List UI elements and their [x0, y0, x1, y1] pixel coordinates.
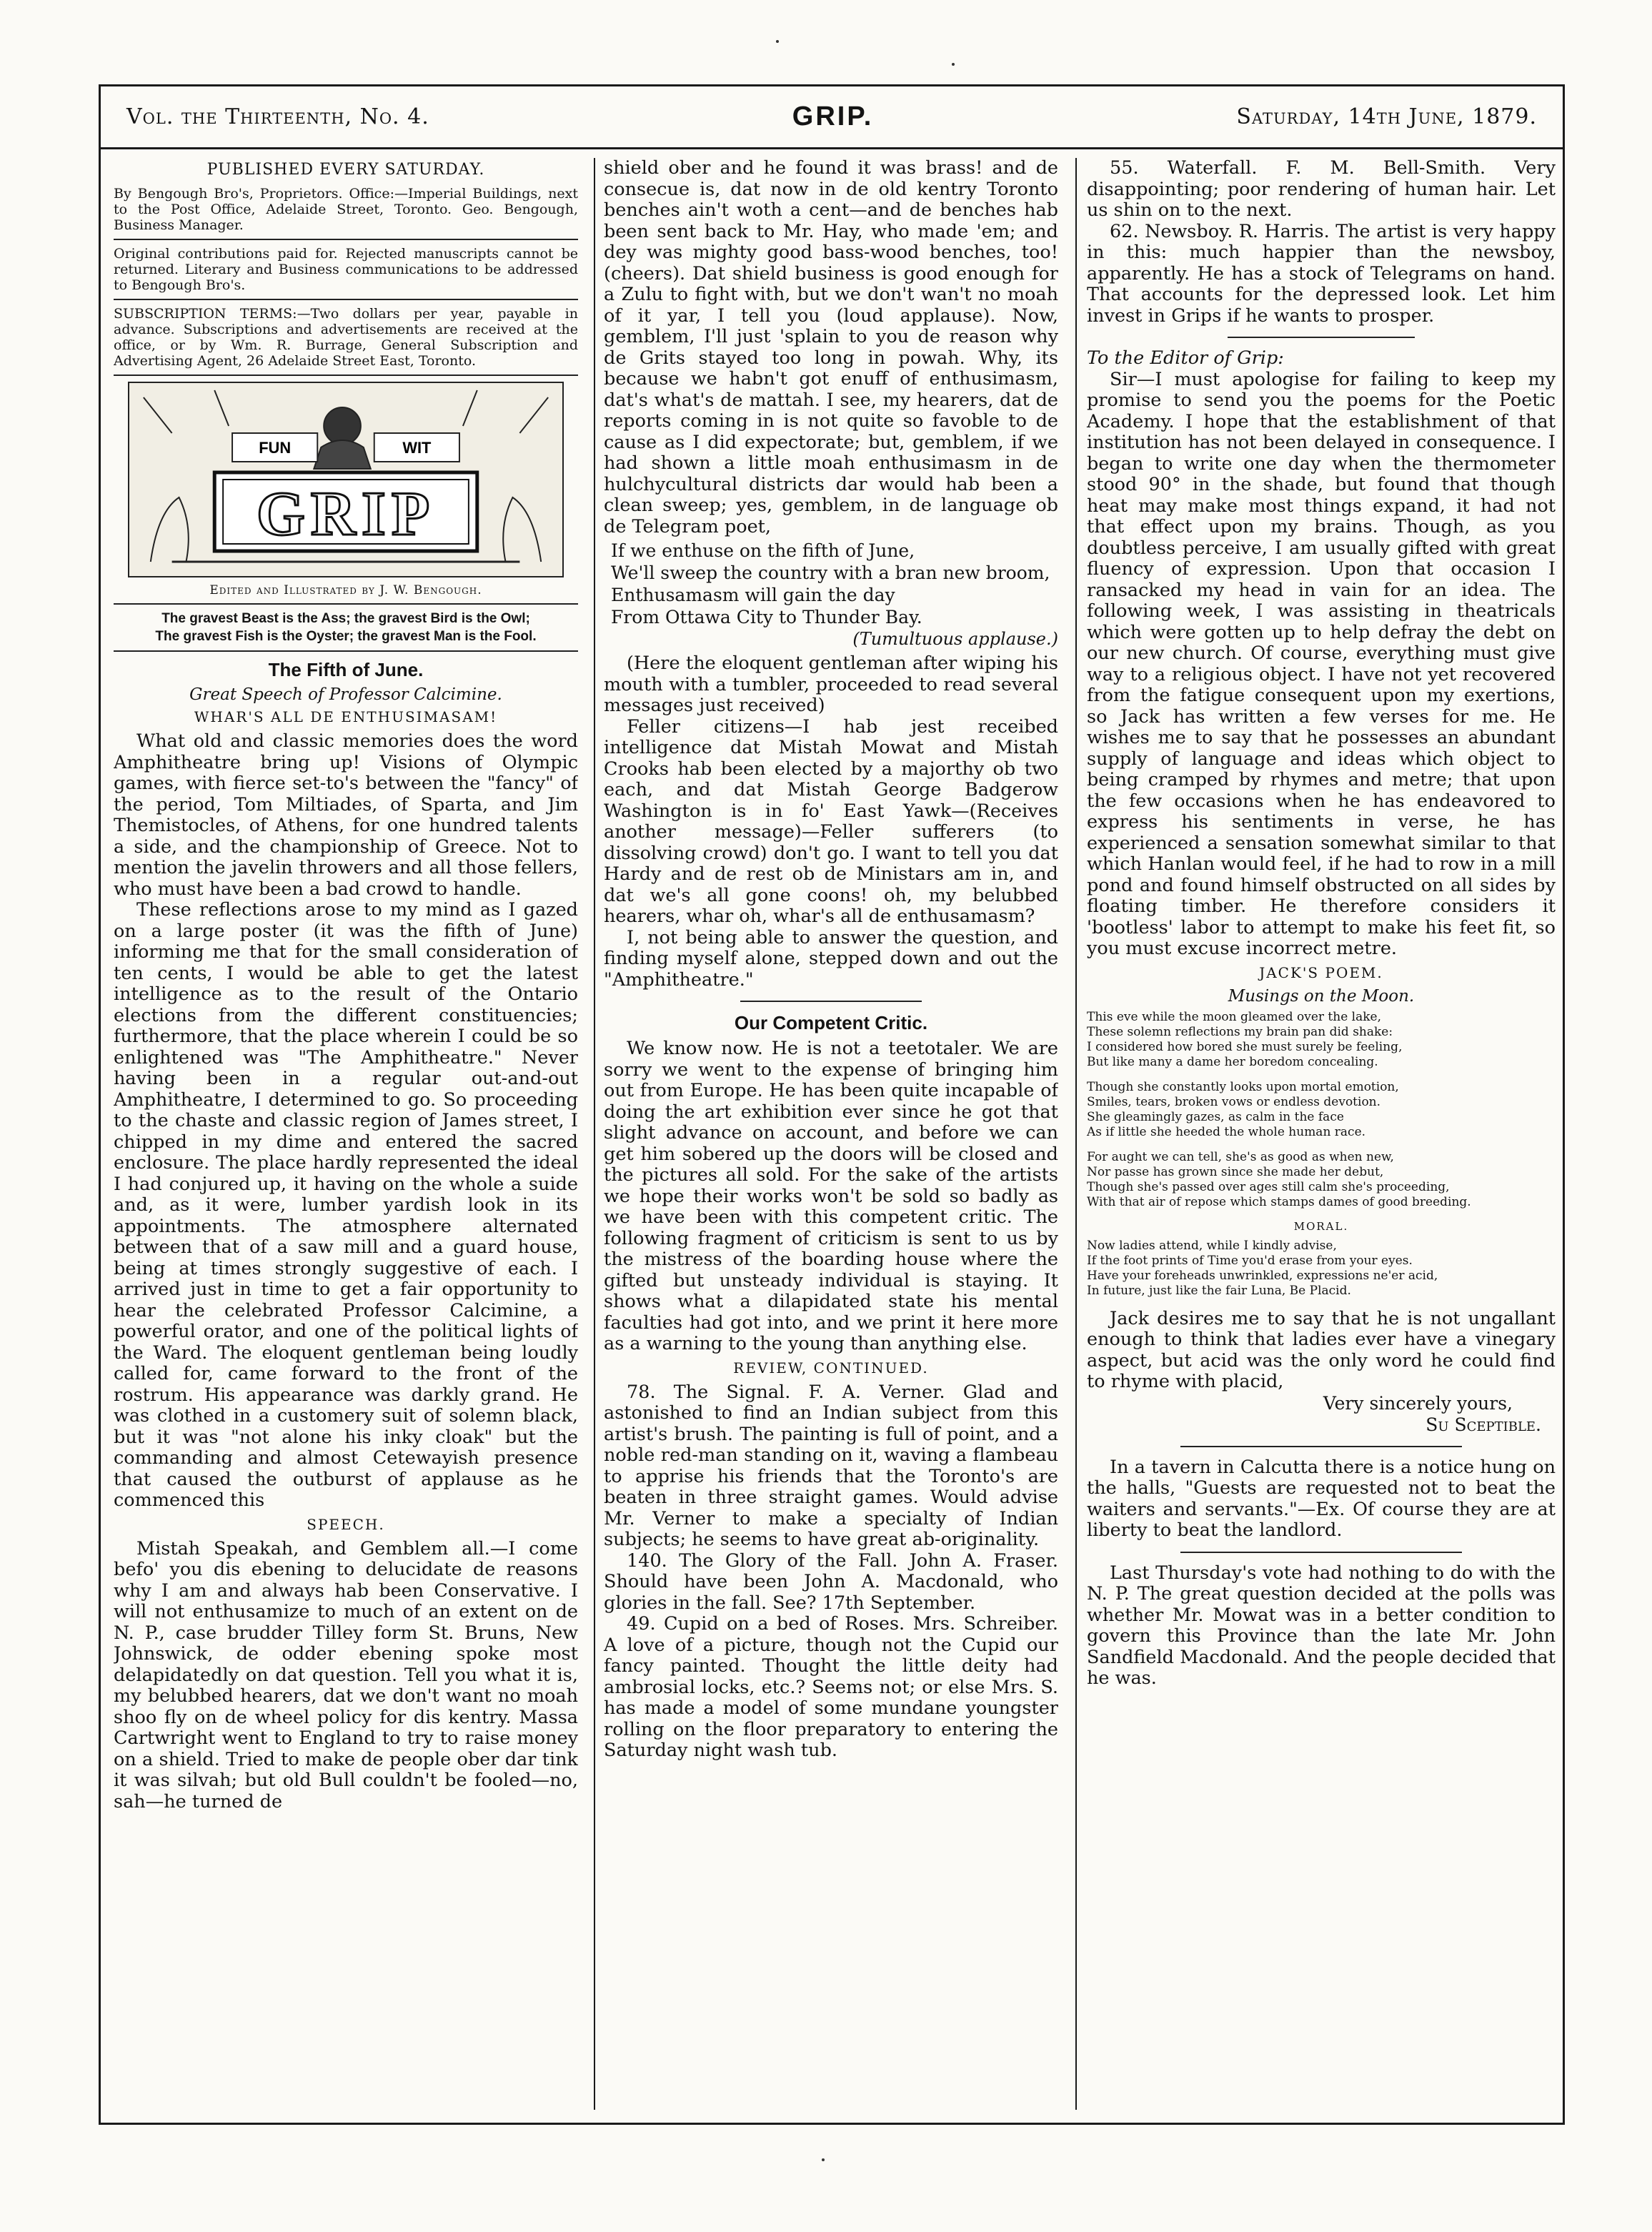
speech-heading: SPEECH. [307, 1515, 385, 1533]
poem-line: I considered how bored she must surely be feeling, [1087, 1039, 1403, 1054]
poem-stanza [1087, 1010, 1556, 1070]
divider [114, 239, 578, 240]
motto-line-1: The gravest Beast is the Ass; the gravest Bird is the Owl; [161, 611, 530, 626]
publisher-info: By Bengough Bro's, Proprietors. Office:—Imperial Buildings, next to the Post Office, Adelaide Street, Toronto. Geo. Bengough, Business Manager. [114, 186, 578, 233]
letter-paragraph: Jack desires me to say that he is not ungallant enough to think that ladies ever have a vinegary aspect, but acid was the only word he could find to rhyme with placid, [1087, 1307, 1556, 1392]
article-paragraph: What old and classic memories does the word Amphitheatre bring up! Visions of Olympic games, with fierce set-to's between the "fancy" of the period, Tom Miltiades, of Sparta, and Jim Themistocles, of Athens, for one hundred talents a side, and the championship of Greece. Not to mention the javelin throwers and all those fellers, who must have been a bad crowd to handle. [114, 730, 578, 900]
divider [1228, 337, 1415, 338]
review-entry: 62. Newsboy. R. Harris. The artist is very happy in this: much happier than the newsboy, apparently. He has a stock of Telegrams on hand. That accounts for the depressed look. Let him invest in Grips if he wants to prosper. [1087, 220, 1556, 327]
article-title: The Fifth of June. [268, 659, 424, 680]
column-2 [594, 158, 1058, 2110]
poem-line: As if little she heeded the whole human race. [1087, 1124, 1366, 1139]
issue-date: Saturday, 14th June, 1879. [1236, 104, 1537, 129]
review-entry: 140. The Glory of the Fall. John A. Fraser. Should have been John A. Macdonald, who glories in the fall. See? 17th September. [604, 1549, 1058, 1614]
divider [114, 299, 578, 300]
column-1 [114, 158, 578, 2110]
print-speck [822, 2158, 825, 2161]
verse-line: If we enthuse on the fifth of June, [611, 540, 915, 561]
poem-line: Nor passe has grown since she made her debut, [1087, 1164, 1384, 1179]
divider [114, 603, 578, 605]
masthead [101, 86, 1563, 149]
print-speck [776, 40, 779, 43]
letter-salutation: To the Editor of Grip: [1087, 347, 1284, 369]
poem-line: She gleamingly gazes, as calm in the face [1087, 1109, 1344, 1124]
divider [740, 1001, 922, 1002]
wit-sign: WIT [402, 438, 432, 457]
grip-masthead-cartoon [128, 382, 564, 577]
review-heading: REVIEW, CONTINUED. [733, 1359, 929, 1377]
poem-line: Though she's passed over ages still calm she's proceeding, [1087, 1179, 1450, 1194]
subscription-terms: SUBSCRIPTION TERMS:—Two dollars per year, payable in advance. Subscriptions and advertisements are received at the office, or by Wm. R. Burrage, General Subscription and Advertising Agent, 26 Adelaide Street East, Toronto. [114, 306, 578, 369]
article-kicker: WHAR'S ALL DE ENTHUSIMASAM! [194, 708, 498, 725]
poem-line: This eve while the moon gleamed over the lake, [1087, 1009, 1382, 1024]
poem-heading: JACK'S POEM. [1259, 963, 1383, 981]
article-paragraph: (Here the eloquent gentleman after wiping his mouth with a tumbler, proceeded to read several messages just received) [604, 653, 1058, 716]
poem-stanza [1087, 1080, 1556, 1140]
poem-verse [611, 540, 1058, 628]
poem-line: For aught we can tell, she's as good as when new, [1087, 1149, 1394, 1164]
poem-line: Have your foreheads unwrinkled, expressions ne'er acid, [1087, 1268, 1438, 1283]
poem-line: In future, just like the fair Luna, Be Placid. [1087, 1283, 1351, 1298]
publisher-heading: PUBLISHED EVERY SATURDAY. [206, 161, 485, 179]
editor-credit: Edited and Illustrated by J. W. Bengough. [209, 583, 482, 597]
verse-line: Enthusamasm will gain the day [611, 585, 895, 605]
article-subtitle: Great Speech of Professor Calcimine. [189, 685, 502, 704]
article-paragraph: shield ober and he found it was brass! and de consecue is, dat now in de old kentry Toronto benches ain't woth a cent—and de benches hab been sent back to Mr. Hay, who made 'em; and dey was mighty good bass-wood benches, too! (cheers). Dat shield business is good enough for a Zulu to fight with, but we don't wan't no moah of it yar, I tell you (loud applause). Now, gemblem, I'll just 'splain to you de reason why de Grits stayed too long in powah. Why, its because we habn't got enuff of enthusimasm, dat's what's de mattah. I see, my hearers, dat de reports coming in is not quite so favoble to de cause as I did expectorate; but, gemblem, if we had shown a little moah enthusimasm in de hulchycultural districts dar would hab been a clean sweep; yes, gemblem, in de language ob de Telegram poet, [604, 158, 1058, 537]
masthead-title: GRIP. [792, 101, 874, 132]
moral-heading: MORAL. [1293, 1219, 1349, 1233]
review-entry: 55. Waterfall. F. M. Bell-Smith. Very disappointing; poor rendering of human hair. Let us shin on to the next. [1087, 158, 1556, 221]
poem-line: If the foot prints of Time you'd erase from your eyes. [1087, 1253, 1413, 1268]
notice-paragraph: In a tavern in Calcutta there is a notice hung on the halls, "Guests are requested not to beat the waiters and servants."—Ex. Of course they are at liberty to beat the landlord. [1087, 1456, 1556, 1541]
divider [1180, 1446, 1462, 1447]
poem-line: Smiles, tears, broken vows or endless devotion. [1087, 1094, 1381, 1109]
poem-line: Now ladies attend, while I kindly advise, [1087, 1238, 1337, 1253]
poem-stanza [1087, 1150, 1556, 1210]
applause-note: (Tumultuous applause.) [852, 629, 1058, 649]
poem-line: With that air of repose which stamps dames of good breeding. [1087, 1194, 1471, 1209]
poem-line: These solemn reflections my brain pan did shake: [1087, 1024, 1393, 1039]
volume-number: Vol. the Thirteenth, No. 4. [126, 104, 429, 129]
grip-logo: GRIP [256, 478, 436, 549]
poem-line: But like many a dame her boredom concealing. [1087, 1054, 1378, 1069]
letter-signature: Su Sceptible. [1425, 1414, 1541, 1435]
review-entry: 78. The Signal. F. A. Verner. Glad and astonished to find an Indian subject from this artist's brush. The painting is full of point, and a noble red-man standing on it, waving a flambeau to apprise his friends that the Toronto's are beaten in three straight games. Would advise Mr. Verner to make a specialty of Indian subjects; he seems to have great ab-originality. [604, 1381, 1058, 1550]
divider [114, 650, 578, 652]
verse-line: From Ottawa City to Thunder Bay. [611, 607, 922, 628]
divider [114, 375, 578, 376]
article-paragraph: These reflections arose to my mind as I gazed on a large poster (it was the fifth of June) informing me that for the small consideration of ten cents, I would be able to get the latest intelligence as to the result of the Ontario elections from the different constituencies; furthermore, that the place wherein I could be so enlightened was "The Amphitheatre." Never having been in a regular out-and-out Amphitheatre, I determined to go. So proceeding to the chaste and classic region of James street, I chipped in my dime and entered the sacred enclosure. The place hardly represented the ideal I had conjured up, it having on the whole a suide and, as it were, lumber yardish look in its appointments. The atmosphere alternated between that of a saw mill and a guard house, being at times strongly suggestive of each. I arrived just in time to get a fair opportunity to hear the celebrated Professor Calcimine, a powerful orator, and one of the political lights of the Ward. The eloquent gentleman being loudly called for, came forward to the front of the rostrum. His appearance was darkly grand. He was clothed in a customery suit of solemn black, but it was "not alone his inky cloak" but the commanding and almost Cetewayish presence that caused the outburst of applause as he commenced this [114, 899, 578, 1511]
article-paragraph: Feller citizens—I hab jest receibed intelligence dat Mistah Mowat and Mistah Crooks hab been elected by a majorthy ob two each, and dat Mistah George Badgerow Washington is in fo' East Yawk—(Receives another message)—Feller sufferers (to dissolving crowd) don't go. I want to tell you dat Hardy and de rest ob de Ministars am in, and dat we's all gone coons! oh, my belubbed hearers, whar oh, whar's all de enthusamasm? [604, 715, 1058, 927]
newspaper-page [99, 84, 1565, 2125]
verse-line: We'll sweep the country with a bran new broom, [611, 562, 1050, 583]
article-title: Our Competent Critic. [734, 1012, 928, 1033]
article-paragraph: I, not being able to answer the question, and finding myself alone, stepped down and out the "Amphitheatre." [604, 926, 1058, 991]
cartoon-illustration [129, 383, 562, 576]
review-entry: 49. Cupid on a bed of Roses. Mrs. Schreiber. A love of a picture, though not the Cupid our fancy painted. Thought the little deity had ambrosial locks, etc.? Seems not; or else Mrs. S. has made a model of some mundane youngster rolling on the floor preparatory to entering the Saturday night wash tub. [604, 1613, 1058, 1761]
vote-paragraph: Last Thursday's vote had nothing to do with the N. P. The great question decided at the polls was whether Mr. Mowat was in a better condition to govern this Province than the late Mr. John Sandfield Macdonald. And the people decided that he was. [1087, 1562, 1556, 1689]
article-paragraph: We know now. He is not a teetotaler. We are sorry we went to the expense of bringing him out from Europe. He has been quite incapable of doing the art exhibition ever since he got that slight advance on account, and before we can get him sobered up the doors will be closed and the pictures all sold. For the sake of the artists we hope their works won't be sold so badly as we have been with this competent critic. The following fragment of criticism is sent to us by the mistress of the boarding house where the gifted but unsteady individual is staying. It shows what a dilapidated state his mental faculties had got into, and we print it here more as a warning to the young than anything else. [604, 1038, 1058, 1354]
letter-closing: Very sincerely yours, [1323, 1392, 1513, 1414]
column-3 [1075, 158, 1556, 2110]
contributions-notice: Original contributions paid for. Rejected manuscripts cannot be returned. Literary and Business communications to be addressed to Bengough Bro's. [114, 246, 578, 293]
poem-title: Musings on the Moon. [1228, 986, 1415, 1006]
fun-sign: FUN [259, 438, 292, 457]
letter-paragraph: Sir—I must apologise for failing to keep my promise to send you the poems for the Poetic Academy. I hope that the establishment of that institution has not been delayed in consequence. I began to write one day when the thermometer stood 90° in the shade, but found that though heat may make most things expand, it had not that effect upon my brains. Though, as you doubtless perceive, I am usually gifted with great fluency of expression. Upon that occasion I ransacked my head in vain for an idea. The following week, I was assisting in theatricals which were gotten up to help defray the debt on our new church. Of course, everything must give way to a religious object. I have not yet recovered from the fatigue consequent upon my exertions, so Jack has written a few verses for me. He wishes me to say that he possesses an abundant supply of language and ideas which object to being cramped by rhymes and metre; that upon the few occasions when he has endeavored to express his sentiments in verse, he has experienced a sensation somewhat similar to that which Hanlan would feel, if he had to row in a mill pond and found himself obstructed on all sides by floating timber. He therefore considers it 'bootless' labor to attempt to make his feet fit, so you must excuse incorrect metre. [1087, 368, 1556, 959]
poem-stanza [1087, 1239, 1556, 1299]
motto-line-2: The gravest Fish is the Oyster; the gravest Man is the Fool. [155, 629, 537, 644]
article-paragraph: Mistah Speakah, and Gemblem all.—I come befo' you dis ebening to delucidate de reasons why I am and always hab been Conservative. I will not enthusamize to much of an extent on de N. P., case brudder Tilley form St. Bruns, New Johnswick, de odder ebening spoke most delapidatedly on dat question. Tell you what it is, my belubbed hearers, dat we don't want no moah shoo fly on de wheel policy for dis kentry. Massa Cartwright went to England to try to raise money on a shield. Tried to make de people ober dar tink it was silvah; but old Bull couldn't be fooled—no, sah—he turned de [114, 1537, 578, 1812]
poem-line: Though she constantly looks upon mortal emotion, [1087, 1079, 1399, 1094]
divider [1180, 1552, 1462, 1553]
print-speck [952, 63, 955, 66]
